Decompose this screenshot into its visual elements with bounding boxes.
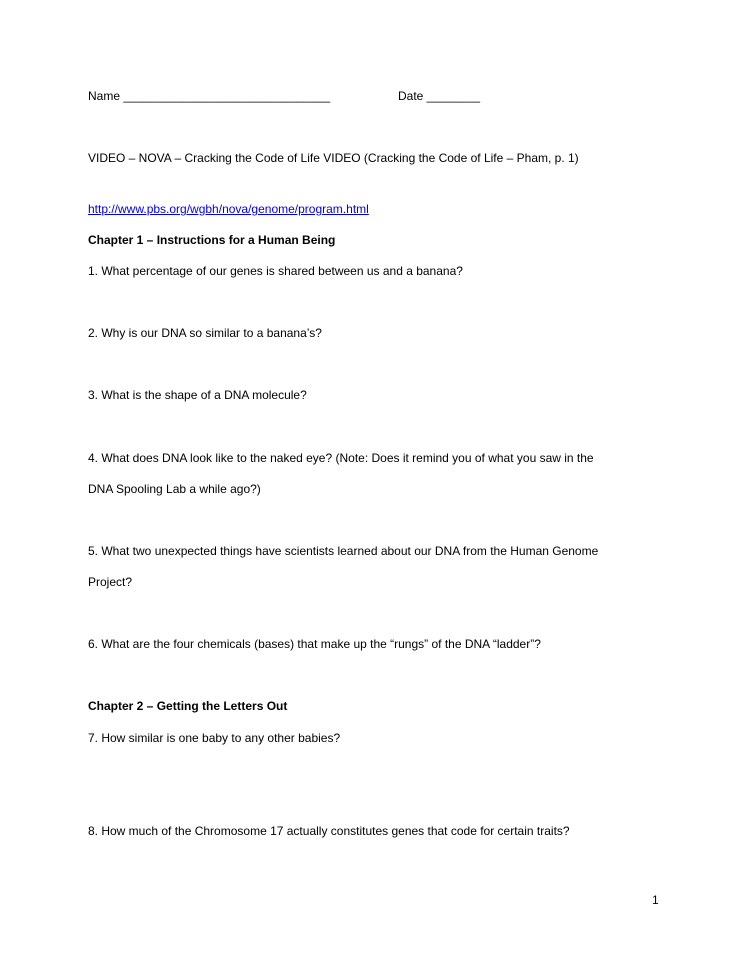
video-title: VIDEO – NOVA – Cracking the Code of Life VIDEO (Cracking the Code of Life – Pham, p. 1) <box>88 151 579 165</box>
chapter-1-heading: Chapter 1 – Instructions for a Human Being <box>88 233 336 247</box>
question-3: 3. What is the shape of a DNA molecule? <box>88 388 307 402</box>
question-5-line-2: Project? <box>88 575 133 589</box>
question-4-line-2: DNA Spooling Lab a while ago?) <box>88 482 261 496</box>
name-field-label: Name _______________________________ <box>88 89 331 103</box>
chapter-2-heading: Chapter 2 – Getting the Letters Out <box>88 699 288 713</box>
question-6: 6. What are the four chemicals (bases) that make up the “rungs” of the DNA “ladder”? <box>88 637 541 651</box>
program-link[interactable]: http://www.pbs.org/wgbh/nova/genome/program.html <box>88 202 369 216</box>
question-2: 2. Why is our DNA so similar to a banana’s? <box>88 326 322 340</box>
question-7: 7. How similar is one baby to any other babies? <box>88 731 341 745</box>
question-5-line-1: 5. What two unexpected things have scientists learned about our DNA from the Human Genome <box>88 544 599 558</box>
date-field-label: Date ________ <box>398 89 481 103</box>
question-8: 8. How much of the Chromosome 17 actually constitutes genes that code for certain traits? <box>88 824 570 838</box>
page-number: 1 <box>652 893 659 907</box>
question-1: 1. What percentage of our genes is shared between us and a banana? <box>88 264 463 278</box>
question-4-line-1: 4. What does DNA look like to the naked eye? (Note: Does it remind you of what you saw in the <box>88 451 594 465</box>
